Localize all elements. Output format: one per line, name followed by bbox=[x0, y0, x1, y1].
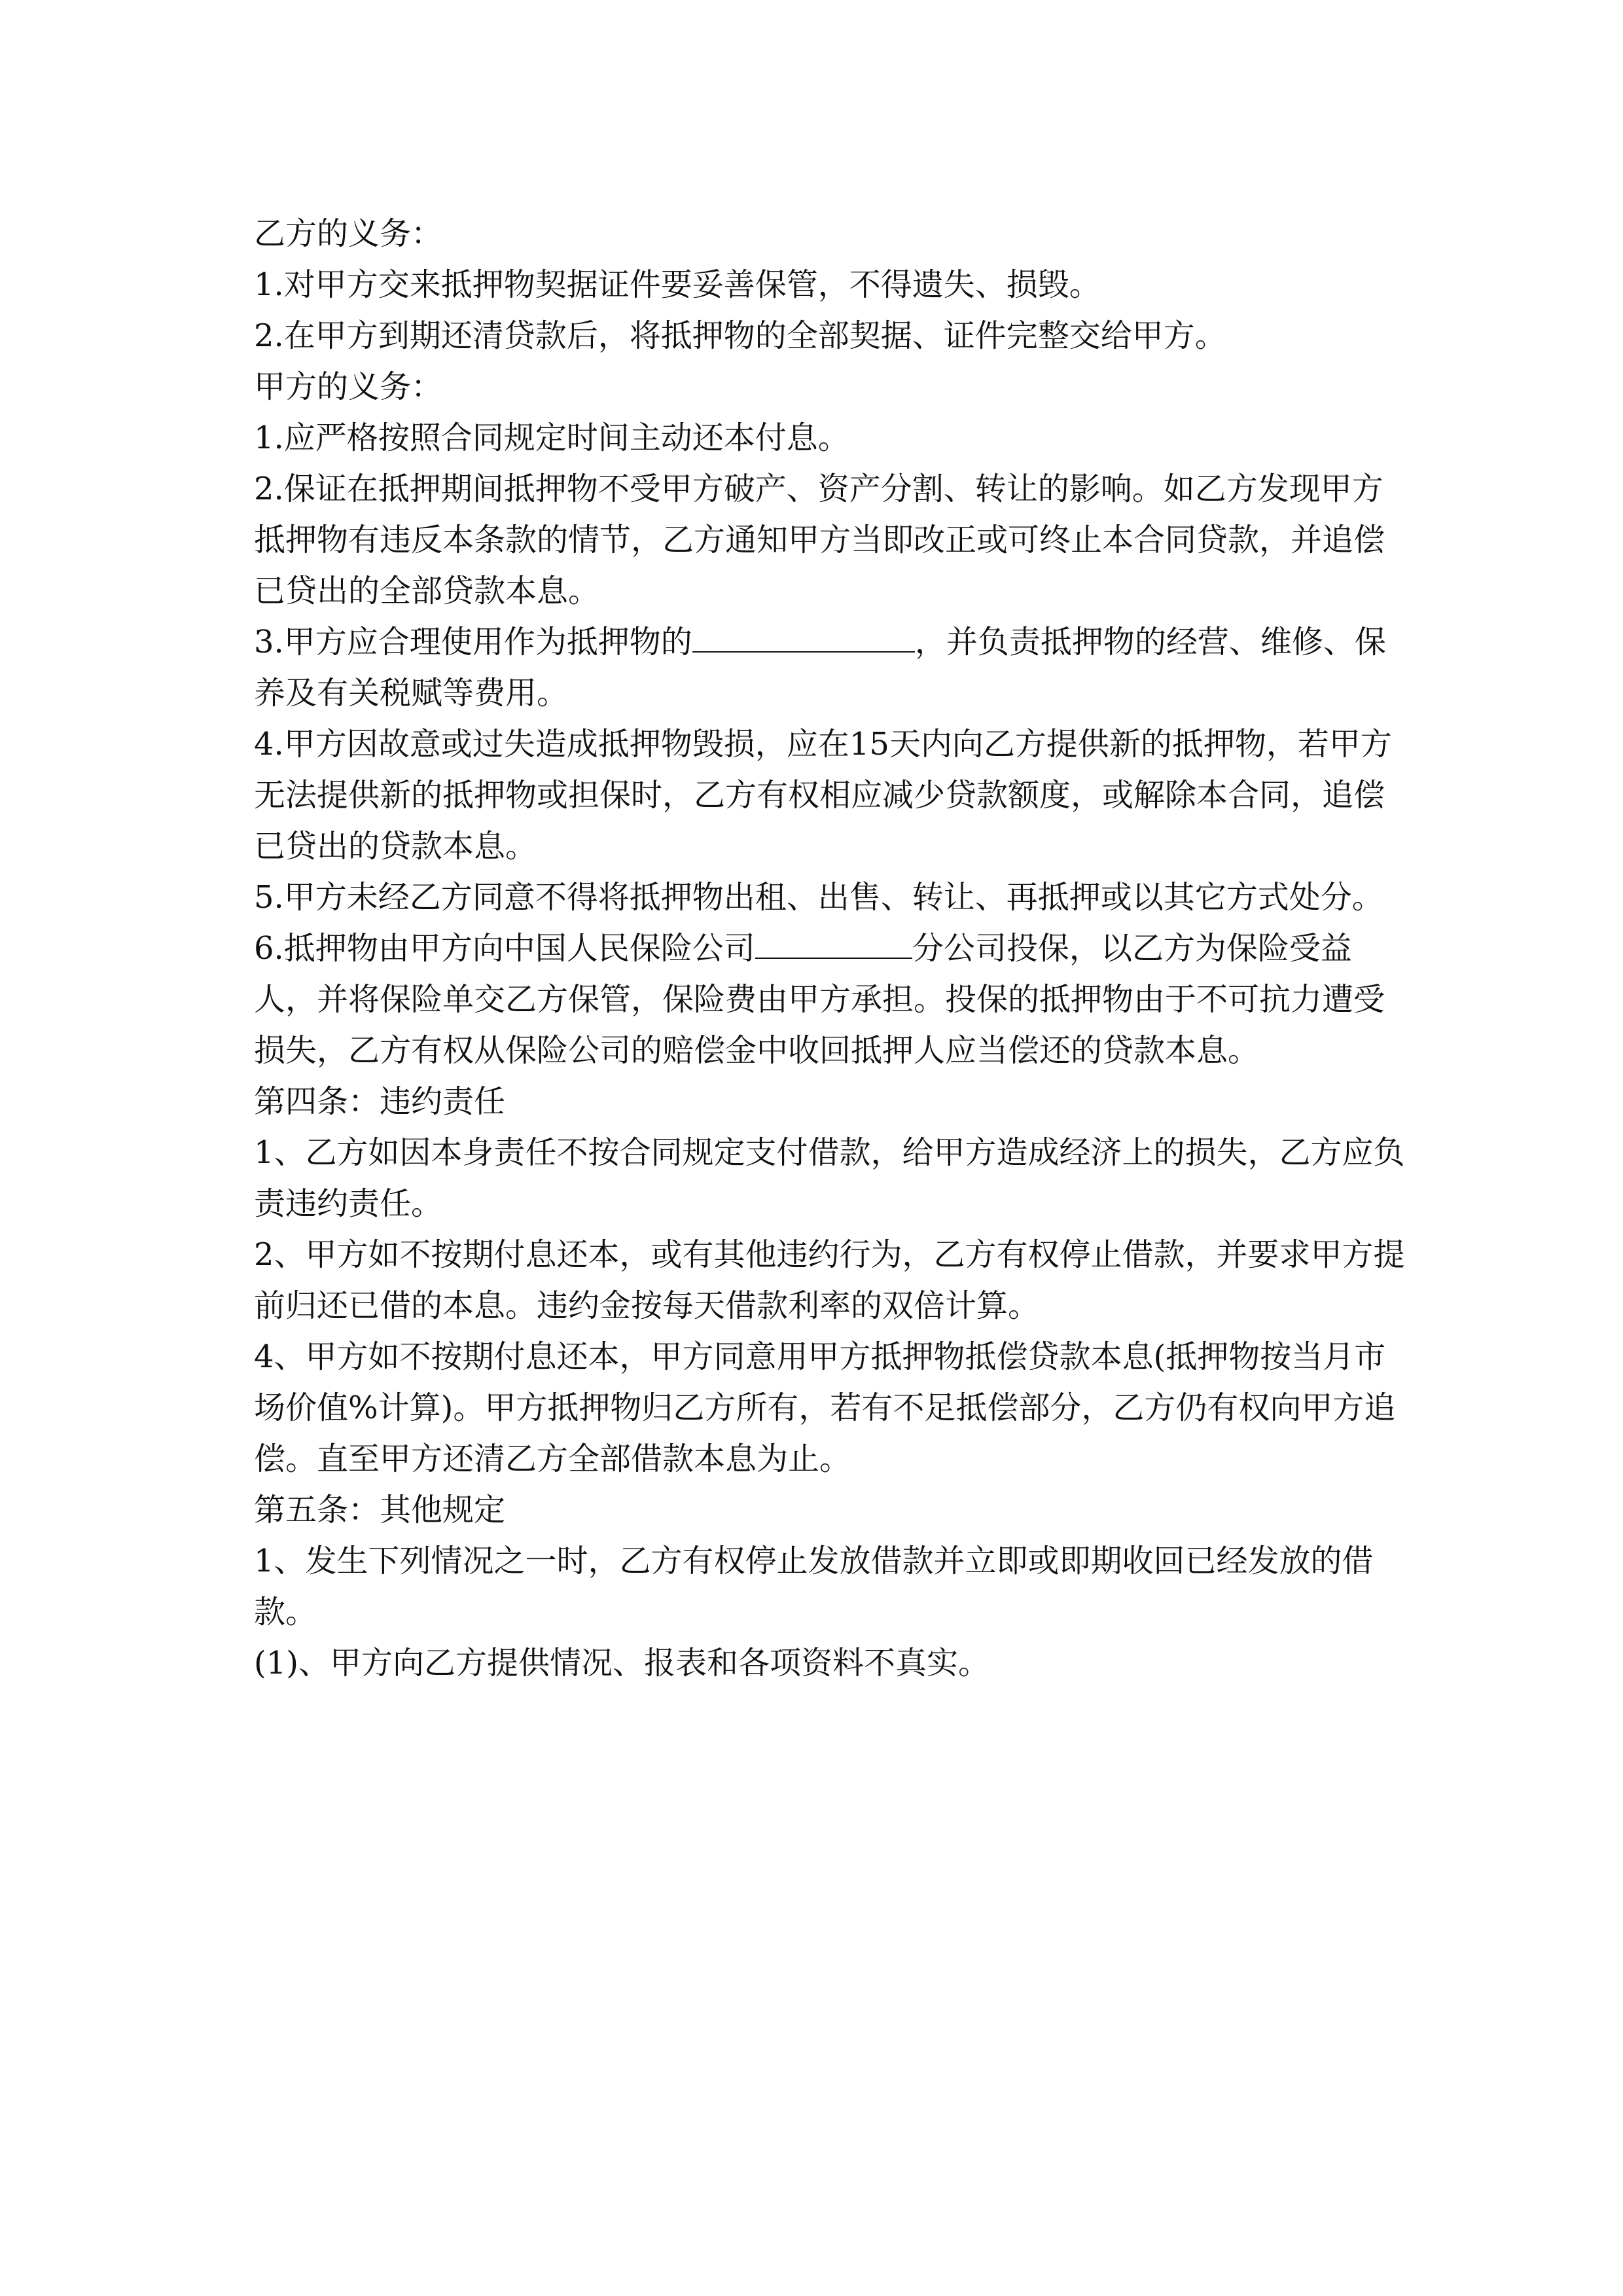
paragraph: 1、乙方如因本身责任不按合同规定支付借款，给甲方造成经济上的损失，乙方应负责违约责任。 bbox=[254, 1134, 1405, 1222]
heading-article-5: 第五条：其他规定 bbox=[254, 1492, 506, 1528]
heading-article-4: 第四条：违约责任 bbox=[254, 1083, 506, 1120]
item-3-text-before: 3.甲方应合理使用作为抵押物的 bbox=[254, 624, 692, 660]
paragraph: (1)、甲方向乙方提供情况、报表和各项资料不真实。 bbox=[254, 1645, 990, 1681]
paragraph: 4.甲方因故意或过失造成抵押物毁损，应在15天内向乙方提供新的抵押物，若甲方无法提供新的抵押物或担保时，乙方有权相应减少贷款额度，或解除本合同，追偿已贷出的贷款本息。 bbox=[254, 726, 1392, 865]
item-6-text-after: 分公司投保，以乙方为保险受益人，并将保险单交乙方保管，保险费由甲方承担。投保的抵押物由于不可抗力遭受损失，乙方有权从保险公司的赔偿金中收回抵押人应当偿还的贷款本息。 bbox=[254, 930, 1385, 1069]
heading-party-b-obligations: 乙方的义务： bbox=[254, 215, 443, 252]
paragraph: 2.保证在抵押期间抵押物不受甲方破产、资产分割、转让的影响。如乙方发现甲方抵押物有违反本条款的情节，乙方通知甲方当即改正或可终止本合同贷款，并追偿已贷出的全部贷款本息。 bbox=[254, 471, 1385, 609]
paragraph: 1.应严格按照合同规定时间主动还本付息。 bbox=[254, 420, 849, 456]
fill-in-blank[interactable] bbox=[692, 617, 915, 653]
heading-party-a-obligations: 甲方的义务： bbox=[254, 368, 443, 405]
paragraph: 1、发生下列情况之一时，乙方有权停止发放借款并立即或即期收回已经发放的借款。 bbox=[254, 1543, 1374, 1630]
fill-in-blank[interactable] bbox=[755, 924, 912, 959]
paragraph: 5.甲方未经乙方同意不得将抵押物出租、出售、转让、再抵押或以其它方式处分。 bbox=[254, 879, 1383, 916]
paragraph: 1.对甲方交来抵押物契据证件要妥善保管，不得遗失、损毁。 bbox=[254, 266, 1101, 303]
item-6-text-before: 6.抵押物由甲方向中国人民保险公司 bbox=[254, 930, 755, 967]
document-body bbox=[254, 208, 1406, 1689]
paragraph: 4、甲方如不按期付息还本，甲方同意用甲方抵押物抵偿贷款本息(抵押物按当月市场价值%计算)。甲方抵押物归乙方所有，若有不足抵偿部分，乙方仍有权向甲方追偿。直至甲方还清乙方全部借款本息为止。 bbox=[254, 1338, 1396, 1477]
paragraph-item-3 bbox=[254, 617, 1406, 719]
paragraph: 2、甲方如不按期付息还本，或有其他违约行为，乙方有权停止借款，并要求甲方提前归还已借的本息。违约金按每天借款利率的双倍计算。 bbox=[254, 1236, 1405, 1324]
paragraph: 2.在甲方到期还清贷款后，将抵押物的全部契据、证件完整交给甲方。 bbox=[254, 317, 1226, 354]
item-3-text-after: ，并负责抵押物的经营、维修、保养及有关税赋等费用。 bbox=[254, 624, 1386, 711]
paragraph-item-6 bbox=[254, 923, 1406, 1076]
